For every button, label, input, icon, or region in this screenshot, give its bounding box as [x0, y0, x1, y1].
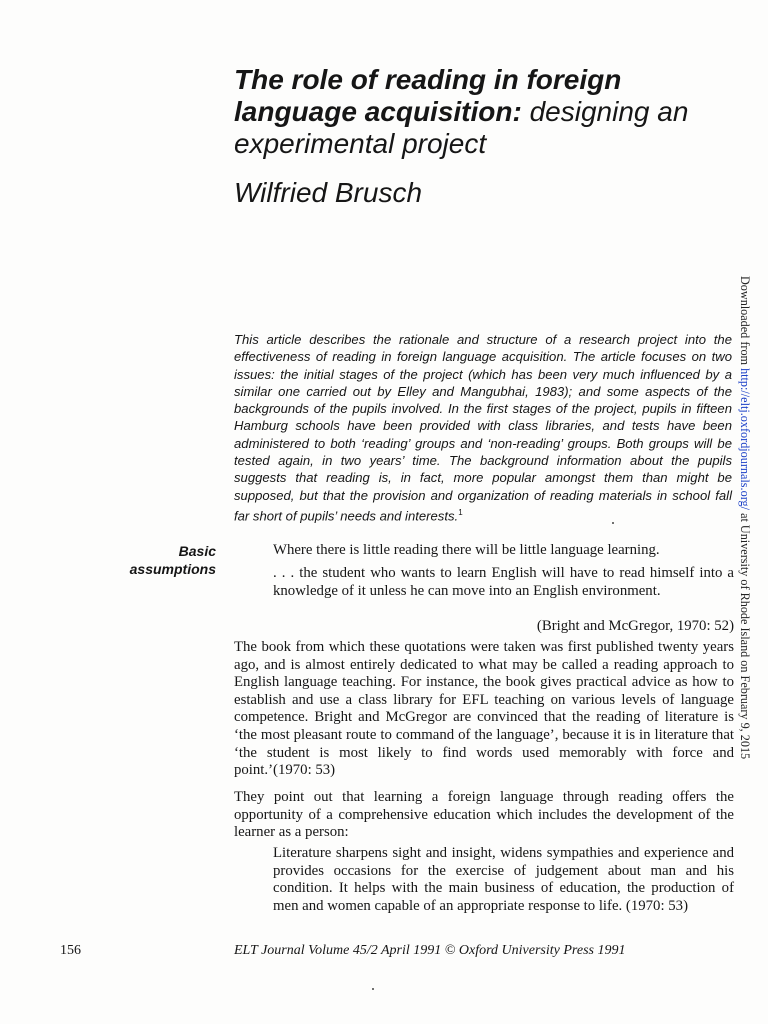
- abstract-text: This article describes the rationale and structure of a research project into the effectiveness of reading in foreign language acquisition. The article focuses on two issues: the initial stages of the project (which has been very much influenced by a similar one carried out by Elley and Mangubhai, 1983); and some aspects of the backgrounds of the pupils involved. In the first stages of the project, pupils in fifteen Hamburg schools have been provided with class libraries, and tests have been administered to both ‘reading’ groups and ‘non-reading’ groups. Both groups will be tested again, in two years’ time. The background information about the pupils suggests that reading is, in fact, more popular amongst them than might be supposed, but that the provision and organization of reading materials in school fall far short of pupils’ needs and interests.: [234, 332, 732, 524]
- speck-mark: [612, 522, 614, 524]
- section-heading: [100, 542, 216, 578]
- article-title-bold: The role of reading in foreign language acquisition:: [234, 64, 622, 127]
- download-watermark: [737, 276, 752, 759]
- section-heading-line2: assumptions: [129, 561, 216, 577]
- page-number: 156: [60, 943, 81, 958]
- speck-mark: [372, 988, 374, 990]
- article-title: [234, 64, 734, 160]
- journal-footer: ELT Journal Volume 45/2 April 1991 © Oxford University Press 1991: [234, 943, 626, 958]
- download-link[interactable]: http://eltj.oxfordjournals.org/: [738, 368, 752, 511]
- section-heading-line1: Basic: [178, 543, 216, 559]
- article-title-rest: designing an experimental project: [234, 96, 689, 159]
- article-author: Wilfried Brusch: [234, 177, 423, 208]
- epigraph-quote-1: Where there is little reading there will be little language learning.: [273, 542, 660, 558]
- epigraph-quote-2: . . . the student who wants to learn English will have to read himself into a knowledge of it unless he can move into an English environment.: [273, 565, 734, 599]
- body-paragraph-1: The book from which these quotations were taken was first published twenty years ago, and is almost entirely dedicated to what may be called a reading approach to English language teaching. For instance, the book gives practical advice as how to establish and use a class library for EFL teaching on various levels of language competence. Bright and McGregor are convinced that the reading of literature is ‘the most pleasant route to command of the language’, because it is in literature that ‘the student is most likely to find words used memorably with force and point.’(1970: 53): [234, 639, 734, 779]
- download-suffix: at University of Rhode Island on February 9, 2015: [738, 510, 752, 760]
- article-abstract: [234, 331, 732, 525]
- body-paragraph-2: They point out that learning a foreign language through reading offers the opportunity of a comprehensive education which includes the development of the learner as a person:: [234, 789, 734, 841]
- epigraph-citation: (Bright and McGregor, 1970: 52): [536, 618, 734, 634]
- block-quote: Literature sharpens sight and insight, widens sympathies and experience and provides occasions for the exercise of judgement about man and his condition. It helps with the main business of education, the production of men and women capable of an appropriate response to life. (1970: 53): [273, 845, 734, 914]
- abstract-footnote-marker: 1: [458, 507, 463, 517]
- download-prefix: Downloaded from: [738, 276, 752, 369]
